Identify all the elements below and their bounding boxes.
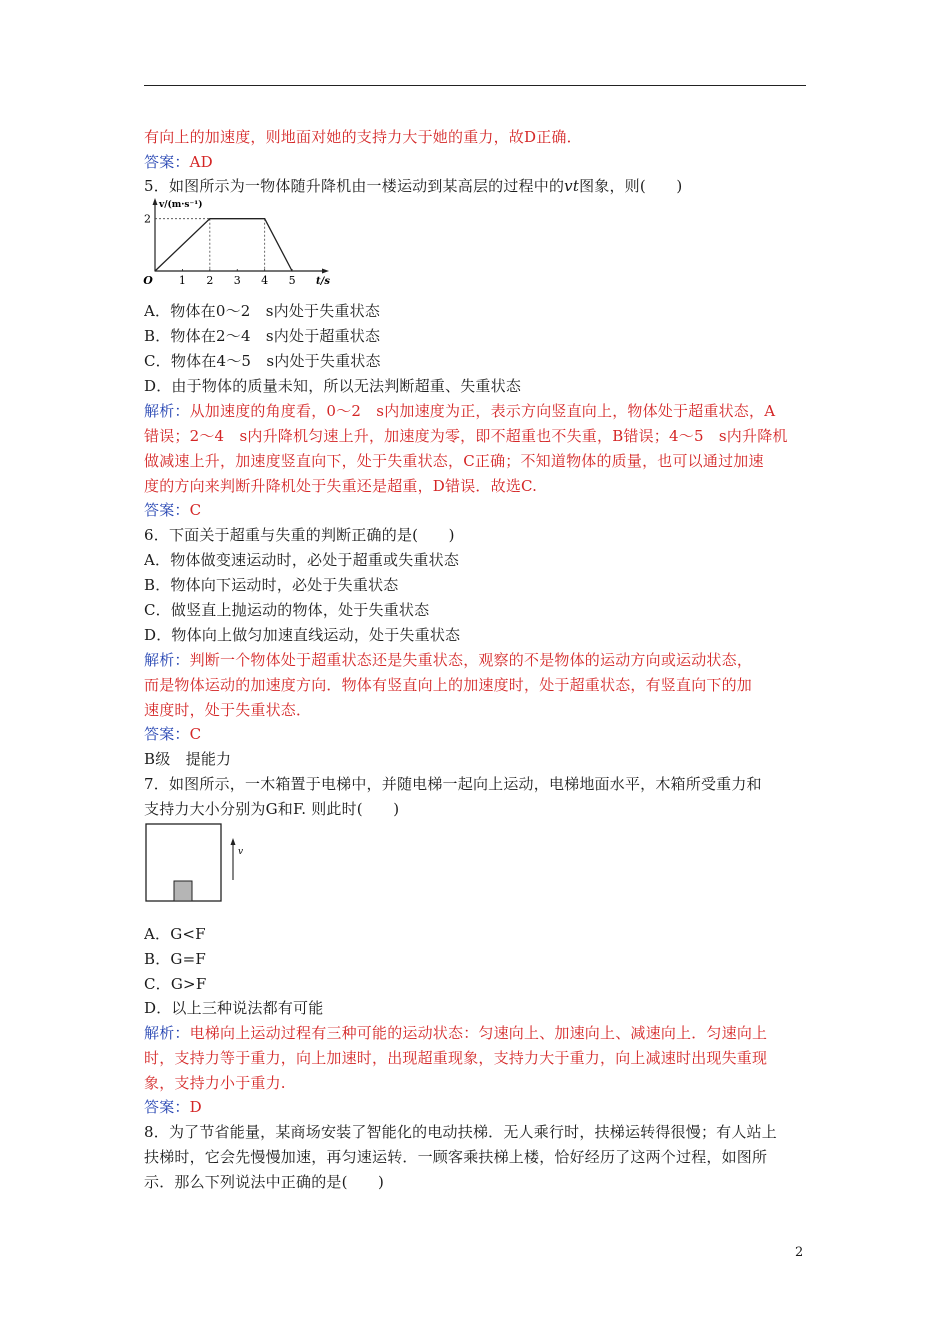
x-axis-label: t/s — [316, 276, 330, 287]
q5-explain-3: 做减速上升，加速度竖直向下，处于失重状态，C正确；不知道物体的质量，也可以通过加速 — [144, 452, 764, 470]
q5-stem-end: 图象，则( ) — [579, 177, 683, 195]
page-number: 2 — [795, 1245, 804, 1260]
q5-explain-1 — [144, 401, 806, 421]
answer-value: C — [189, 501, 202, 519]
x-tick-label: 4 — [261, 274, 269, 287]
q5-explain-2: 错误；2～4 s内升降机匀速上升，加速度为零，即不超重也不失重，B错误；4～5 s内升降机 — [144, 427, 788, 445]
explain-label: 解析： — [144, 402, 190, 420]
q7-option-d: D．以上三种说法都有可能 — [144, 999, 324, 1017]
q7-stem-2: 支持力大小分别为G和F. 则此时( ) — [144, 800, 400, 818]
y-tick-label: 2 — [144, 212, 151, 226]
q5-stem — [144, 176, 806, 196]
x-tick-label: 1 — [178, 274, 186, 287]
q6-stem: 6．下面关于超重与失重的判断正确的是( ) — [144, 526, 455, 544]
explain-text: 从加速度的角度看，0～2 s内加速度为正，表示方向竖直向上，物体处于超重状态，A — [189, 402, 776, 420]
series-line — [155, 219, 292, 271]
y-axis-label: v/(m·s⁻¹) — [159, 200, 203, 210]
header-rule — [144, 85, 806, 86]
q8-stem-1: 8．为了节省能量，某商场安装了智能化的电动扶梯．无人乘行时，扶梯运转得很慢；有人站上 — [144, 1123, 777, 1141]
answer-label: 答案： — [144, 153, 190, 171]
y-axis-arrow-icon — [153, 198, 158, 205]
vt-chart — [140, 196, 330, 288]
x-tick-label: 3 — [233, 274, 241, 287]
velocity-label: v — [238, 847, 244, 857]
q5-option-b: B．物体在2～4 s内处于超重状态 — [144, 327, 381, 345]
answer-label: 答案： — [144, 1098, 190, 1116]
explain-label: 解析： — [144, 651, 190, 669]
answer-label: 答案： — [144, 501, 190, 519]
q4-answer-line — [144, 152, 806, 172]
q7-option-c: C．G>F — [144, 975, 207, 993]
q6-explain-2: 而是物体运动的加速度方向．物体有竖直向上的加速度时，处于超重状态，有竖直向下的加 — [144, 676, 753, 694]
answer-value: D — [189, 1098, 202, 1116]
explain-continuation: 有向上的加速度，则地面对她的支持力大于她的重力，故D正确． — [144, 128, 582, 146]
answer-label: 答案： — [144, 725, 190, 743]
q5-option-a: A．物体在0～2 s内处于失重状态 — [144, 302, 381, 320]
x-tick-label: 5 — [288, 274, 296, 287]
q6-answer-line — [144, 724, 806, 744]
explain-label: 解析： — [144, 1024, 190, 1042]
q7-explain-2: 时，支持力等于重力，向上加速时，出现超重现象，支持力大于重力，向上减速时出现失重现 — [144, 1049, 768, 1067]
q5-answer-line — [144, 500, 806, 520]
q8-stem-2: 扶梯时，它会先慢慢加速，再匀速运转．一顾客乘扶梯上楼，恰好经历了这两个过程，如图所 — [144, 1148, 768, 1166]
q6-option-c: C．做竖直上抛运动的物体，处于失重状态 — [144, 601, 430, 619]
origin-label: O — [143, 274, 153, 287]
x-tick-label: 2 — [206, 274, 214, 287]
q5-option-d: D．由于物体的质量未知，所以无法判断超重、失重状态 — [144, 377, 522, 395]
series-point — [264, 218, 265, 219]
wooden-crate — [174, 881, 192, 901]
series-point — [209, 218, 210, 219]
elevator-figure — [140, 820, 250, 904]
explain-text: 判断一个物体处于超重状态还是失重状态，观察的不是物体的运动方向或运动状态， — [189, 651, 753, 669]
section-heading: B级 提能力 — [144, 750, 232, 768]
x-axis-arrow-icon — [322, 269, 329, 274]
q7-stem-1: 7．如图所示，一木箱置于电梯中，并随电梯一起向上运动，电梯地面水平，木箱所受重力和 — [144, 775, 762, 793]
q7-answer-line — [144, 1097, 806, 1117]
q8-stem-3: 示．那么下列说法中正确的是( ) — [144, 1173, 385, 1191]
q7-option-a: A．G<F — [144, 925, 206, 943]
q6-option-a: A．物体做变速运动时，必处于超重或失重状态 — [144, 551, 460, 569]
q6-option-b: B．物体向下运动时，必处于失重状态 — [144, 576, 399, 594]
q6-explain-1 — [144, 650, 806, 670]
q5-option-c: C．物体在4～5 s内处于失重状态 — [144, 352, 381, 370]
q5-explain-4: 度的方向来判断升降机处于失重还是超重，D错误．故选C. — [144, 477, 538, 495]
q6-explain-3: 速度时，处于失重状态． — [144, 701, 312, 719]
series-point — [154, 270, 155, 271]
q6-option-d: D．物体向上做匀加速直线运动，处于失重状态 — [144, 626, 461, 644]
q5-stem-vt: vt — [564, 177, 580, 195]
answer-value: AD — [189, 153, 213, 171]
q7-explain-1 — [144, 1023, 806, 1043]
explain-text: 电梯向上运动过程有三种可能的运动状态：匀速向上、加速向上、减速向上．匀速向上 — [189, 1024, 768, 1042]
arrow-head-icon — [231, 838, 236, 845]
q7-explain-3: 象，支持力小于重力. — [144, 1074, 286, 1092]
answer-value: C — [189, 725, 202, 743]
q7-option-b: B．G=F — [144, 950, 206, 968]
q5-stem-text: 5．如图所示为一物体随升降机由一楼运动到某高层的过程中的 — [144, 177, 565, 195]
